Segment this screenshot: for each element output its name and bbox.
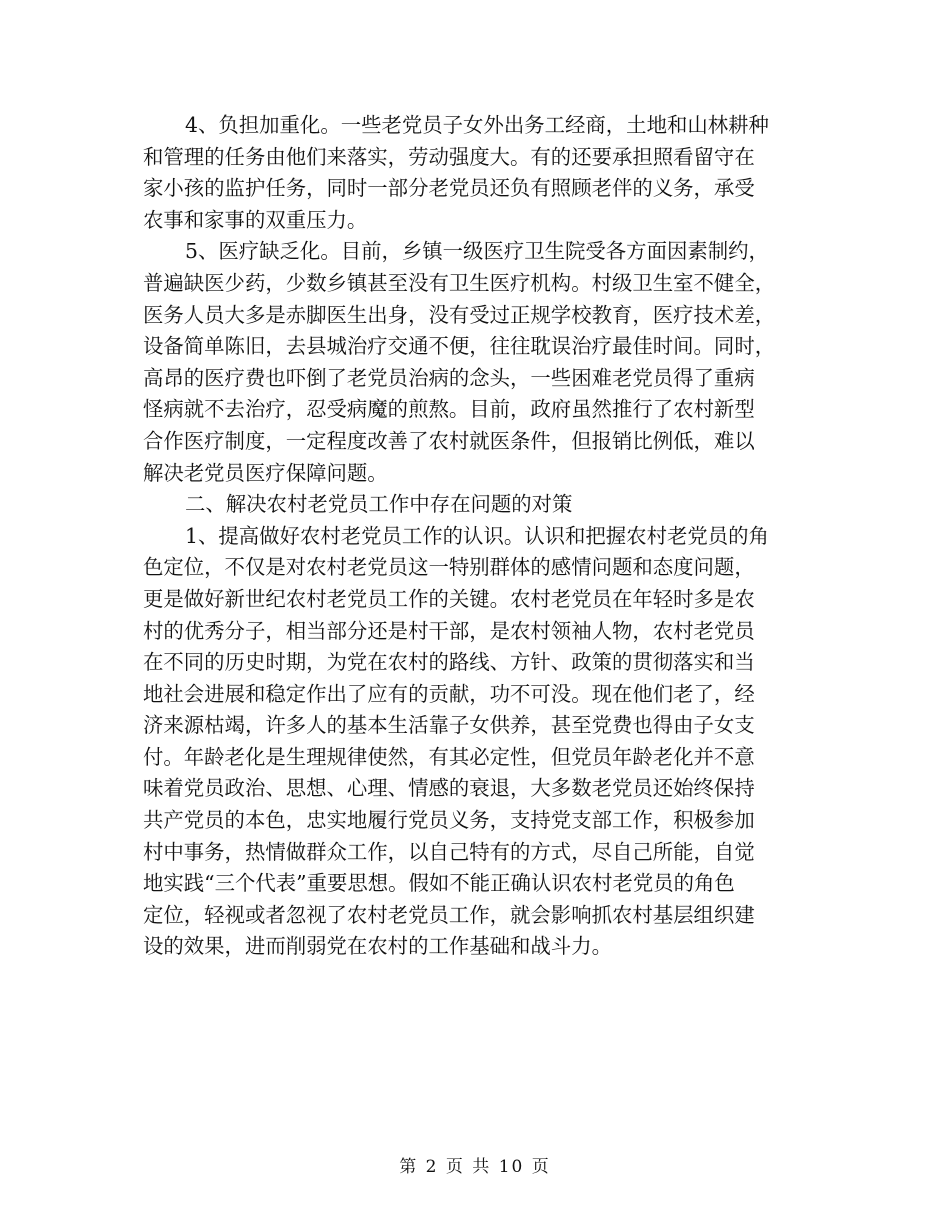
page-number-footer: 第 2 页 共 10 页 — [399, 1157, 551, 1177]
paragraph-1-line-9: 味着党员政治、思想、心理、情感的衰退，大多数老党员还始终保持 — [143, 776, 755, 801]
paragraph-1-line-2: 色定位，不仅是对农村老党员这一特别群体的感情问题和态度问题， — [143, 555, 755, 580]
paragraph-1-line-13: 定位，轻视或者忽视了农村老党员工作，就会影响抓农村基层组织建 — [143, 902, 755, 927]
paragraph-4-line-2: 和管理的任务由他们来落实，劳动强度大。有的还要承担照看留守在 — [143, 144, 755, 169]
paragraph-5-line-5: 高昂的医疗费也吓倒了老党员治病的念头，一些困难老党员得了重病 — [143, 365, 755, 390]
paragraph-5-line-8: 解决老党员医疗保障问题。 — [143, 460, 388, 485]
paragraph-1-line-11: 村中事务，热情做群众工作，以自己特有的方式，尽自己所能，自觉 — [143, 839, 755, 864]
section-heading: 二、解决农村老党员工作中存在问题的对策 — [185, 492, 573, 517]
paragraph-1-line-6: 地社会进展和稳定作出了应有的贡献，功不可没。现在他们老了，经 — [143, 681, 755, 706]
paragraph-4-line-1: 4、负担加重化。一些老党员子女外出务工经商，土地和山林耕种 — [185, 113, 769, 137]
paragraph-1-line-5: 在不同的历史时期，为党在农村的路线、方针、政策的贯彻落实和当 — [143, 650, 755, 675]
paragraph-1-line-3: 更是做好新世纪农村老党员工作的关键。农村老党员在年轻时多是农 — [143, 586, 755, 611]
paragraph-5-line-7: 合作医疗制度，一定程度改善了农村就医条件，但报销比例低，难以 — [143, 428, 755, 453]
paragraph-5-line-6: 怪病就不去治疗，忍受病魔的煎熬。目前，政府虽然推行了农村新型 — [143, 397, 755, 422]
paragraph-1-line-14: 设的效果，进而削弱党在农村的工作基础和战斗力。 — [143, 934, 612, 959]
paragraph-5-line-1: 5、医疗缺乏化。目前，乡镇一级医疗卫生院受各方面因素制约， — [185, 239, 769, 264]
paragraph-1-line-8: 付。年龄老化是生理规律使然，有其必定性，但党员年龄老化并不意 — [143, 744, 755, 769]
paragraph-5-line-2: 普遍缺医少药，少数乡镇甚至没有卫生医疗机构。村级卫生室不健全， — [143, 270, 776, 295]
document-body — [143, 110, 803, 963]
paragraph-1-line-10: 共产党员的本色，忠实地履行党员义务，支持党支部工作，积极参加 — [143, 808, 755, 833]
paragraph-5-line-3: 医务人员大多是赤脚医生出身，没有受过正规学校教育，医疗技术差， — [143, 302, 776, 327]
paragraph-1-line-4: 村的优秀分子，相当部分还是村干部，是农村领袖人物，农村老党员 — [143, 618, 755, 643]
paragraph-1-line-7: 济来源枯竭，许多人的基本生活靠子女供养，甚至党费也得由子女支 — [143, 713, 755, 738]
paragraph-1-line-1: 1、提高做好农村老党员工作的认识。认识和把握农村老党员的角 — [185, 523, 769, 548]
paragraph-1-line-12: 地实践“三个代表”重要思想。假如不能正确认识农村老党员的角色 — [143, 871, 735, 896]
paragraph-4-line-4: 农事和家事的双重压力。 — [143, 207, 368, 232]
paragraph-4-line-3: 家小孩的监护任务，同时一部分老党员还负有照顾老伴的义务，承受 — [143, 176, 755, 201]
paragraph-5-line-4: 设备简单陈旧，去县城治疗交通不便，往往耽误治疗最佳时间。同时， — [143, 334, 776, 359]
